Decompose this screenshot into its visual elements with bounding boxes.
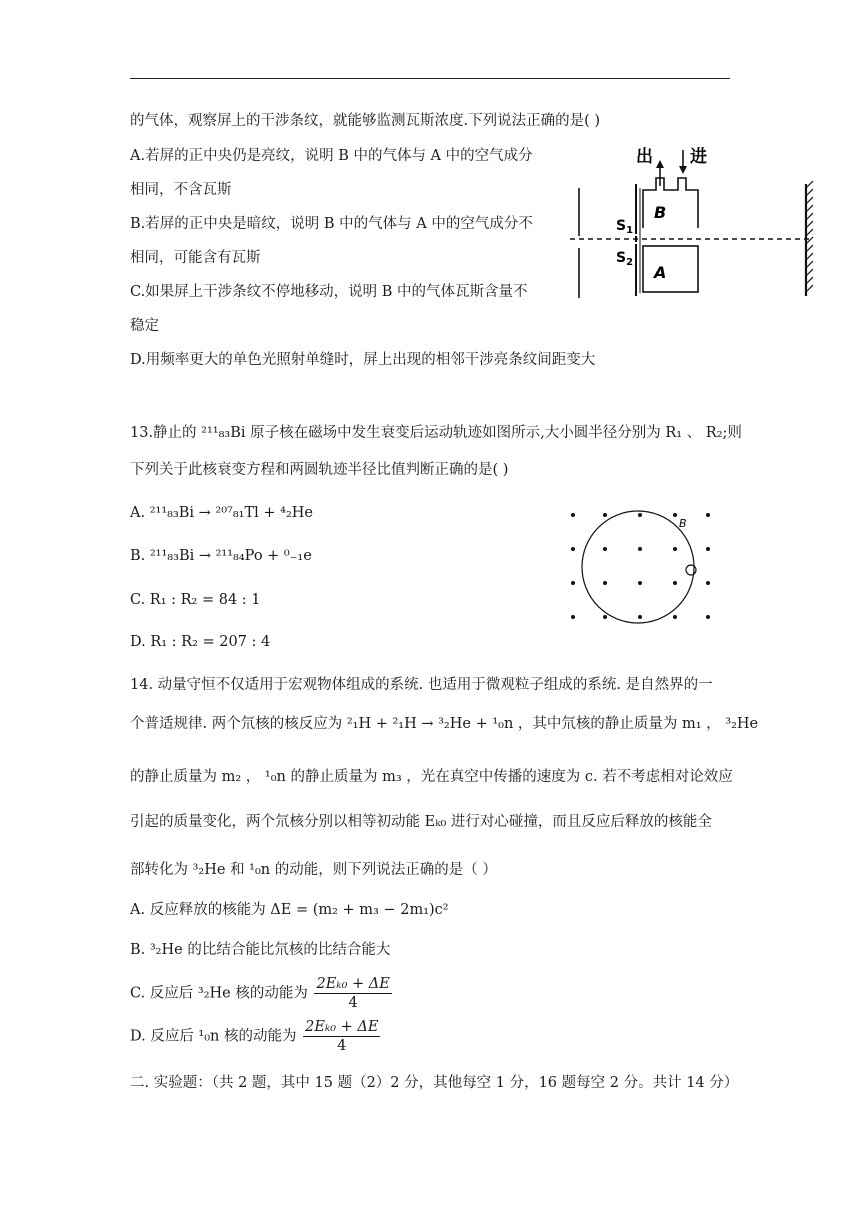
tube-b-outline: [643, 178, 698, 228]
q14-stem-line2: 个普适规律. 两个氘核的核反应为 ²₁H + ²₁H → ³₂He + ¹₀n ，其中氘核的静止质量为 m₁ ， ³₂He: [130, 716, 759, 732]
fraction-numerator: 2Eₖ₀ + ΔE: [316, 976, 390, 992]
q13-stem-line1: 13.静止的 ²¹¹₈₃Bi 原子核在磁场中发生衰变后运动轨迹如图所示,大小圆半径分别为 R₁ 、 R₂;则: [130, 425, 742, 441]
fraction-numerator: 2Eₖ₀ + ΔE: [305, 1019, 379, 1035]
q14-option-d-text: D. 反应后 ¹₀n 核的动能为: [130, 1028, 297, 1045]
q12-option-c-line1: C.如果屏上干涉条纹不停地移动，说明 B 中的气体瓦斯含量不: [130, 284, 528, 300]
fig-in-label: 进: [690, 147, 707, 167]
q14-option-c-text: C. 反应后 ³₂He 核的动能为: [130, 985, 308, 1002]
in-arrow-head: [679, 166, 687, 174]
q13-stem-line2: 下列关于此核衰变方程和两圆轨迹半径比值判断正确的是( ): [130, 462, 509, 478]
fraction-denominator: 4: [348, 995, 358, 1011]
tube-a-outline: [643, 246, 698, 292]
s1-label: $S_1$: [616, 218, 634, 236]
q14-option-d-fraction: [303, 1018, 380, 1055]
tube-a-label: A: [654, 263, 667, 282]
q14-stem-line1: 14. 动量守恒不仅适用于宏观物体组成的系统. 也适用于微观粒子组成的系统. 是自然界的一: [130, 677, 713, 693]
out-arrow-head: [656, 160, 664, 168]
q12-option-a-line2: 相同，不含瓦斯: [130, 182, 232, 198]
q14-option-c-fraction: [314, 975, 391, 1012]
q14-option-a: A. 反应释放的核能为 ΔE = (m₂ + m₃ − 2m₁)c²: [130, 902, 449, 918]
q14-stem-line5: 部转化为 ³₂He 和 ¹₀n 的动能，则下列说法正确的是（ ）: [130, 862, 497, 878]
q14-stem-line3: 的静止质量为 m₂ ， ¹₀n 的静止质量为 m₃ ，光在真空中传播的速度为 c. 若不考虑相对论效应: [130, 769, 733, 785]
header-rule: [130, 78, 730, 79]
q14-option-b: B. ³₂He 的比结合能比氘核的比结合能大: [130, 942, 391, 958]
q13-option-d: D. R₁ : R₂ = 207 : 4: [130, 634, 271, 650]
q13-option-b: B. ²¹¹₈₃Bi → ²¹¹₈₄Po + ⁰₋₁e: [130, 548, 312, 564]
q12-option-c-line2: 稳定: [130, 318, 159, 334]
s2-label: $S_2$: [616, 250, 634, 268]
q12-option-b-line1: B.若屏的正中央是暗纹，说明 B 中的气体与 A 中的空气成分不: [130, 216, 533, 232]
q13-figure-magnetic-field: [560, 505, 720, 630]
q12-figure-interferometer: [570, 138, 820, 303]
q13-option-a: A. ²¹¹₈₃Bi → ²⁰⁷₈₁Tl + ⁴₂He: [130, 505, 314, 521]
field-b-label: B: [679, 517, 687, 530]
q14-option-c: [130, 975, 392, 1012]
large-orbit: [582, 511, 694, 623]
q12-option-b-line2: 相同，可能含有瓦斯: [130, 250, 261, 266]
q12-stem-tail: 的气体，观察屏上的干涉条纹，就能够监测瓦斯浓度.下列说法正确的是( ): [130, 113, 601, 129]
q12-option-d: D.用频率更大的单色光照射单缝时，屏上出现的相邻干涉亮条纹间距变大: [130, 352, 596, 368]
q12-option-a-line1: A.若屏的正中央仍是亮纹，说明 B 中的气体与 A 中的空气成分: [130, 148, 533, 164]
q13-option-c: C. R₁ : R₂ = 84 : 1: [130, 592, 261, 608]
fig-out-label: 出: [636, 147, 653, 167]
section-2-heading: 二. 实验题：（共 2 题，其中 15 题（2）2 分，其他每空 1 分，16 题每空 2 分。共计 14 分）: [130, 1075, 739, 1091]
q14-option-d: [130, 1018, 380, 1055]
q14-stem-line4: 引起的质量变化，两个氘核分别以相等初动能 Eₖ₀ 进行对心碰撞，而且反应后释放的核能全: [130, 814, 712, 830]
fraction-denominator: 4: [337, 1038, 347, 1054]
tube-b-label: B: [654, 203, 667, 222]
